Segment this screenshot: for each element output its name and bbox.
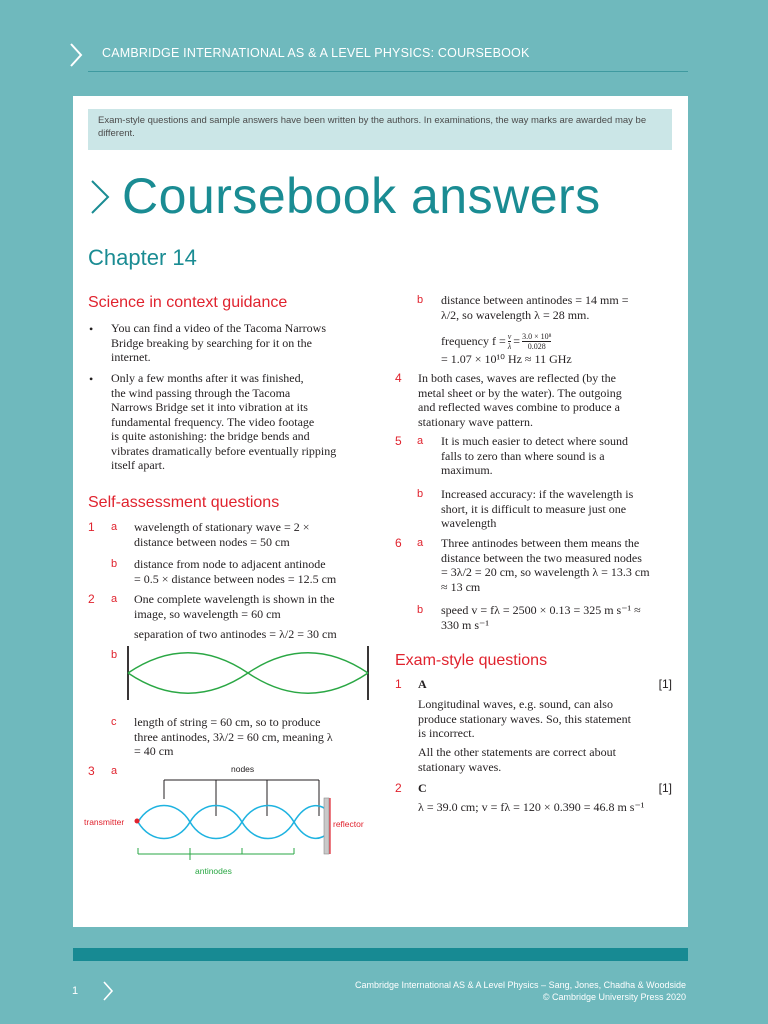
chapter-heading: Chapter 14 bbox=[88, 245, 197, 270]
part-letter: a bbox=[111, 765, 118, 777]
page-number: 1 bbox=[72, 985, 79, 997]
science-bullet-1: You can find a video of the Tacoma Narrows Bridge breaking by searching for it on the internet. bbox=[111, 321, 326, 364]
microwave-stationary-wave-diagram bbox=[123, 774, 338, 866]
question-number: 1 bbox=[395, 677, 402, 691]
mark-badge: [1] bbox=[658, 677, 672, 691]
reflector-plate bbox=[324, 798, 329, 854]
answer-2a-line2: separation of two antinodes = λ/2 = 30 cm bbox=[134, 627, 337, 641]
part-letter: a bbox=[111, 593, 118, 605]
exam-answer-2: C bbox=[418, 781, 427, 795]
question-number: 3 bbox=[88, 764, 95, 778]
frequency-result: = 1.07 × 10¹⁰ Hz ≈ 11 GHz bbox=[441, 352, 572, 366]
question-number: 5 bbox=[395, 434, 402, 448]
science-bullet-2: Only a few months after it was finished, the wind passing through the Tacoma Narrows Bridge set it into vibration at its fundamental frequency. The video footage is quite astonishing: the bridge bends and vibrates dramatically before eventually ripping itself apart. bbox=[111, 371, 337, 472]
answer-2c: length of string = 60 cm, so to produce three antinodes, 3λ/2 = 60 cm, meaning λ = 40 cm bbox=[134, 715, 333, 758]
question-number: 6 bbox=[395, 536, 402, 550]
part-letter: a bbox=[417, 435, 424, 447]
notice-box: Exam-style questions and sample answers have been written by the authors. In examinations, the way marks are awarded may be different. bbox=[88, 109, 672, 150]
answer-5b: Increased accuracy: if the wavelength is short, it is difficult to measure just one wavelength bbox=[441, 487, 634, 530]
page bbox=[73, 96, 688, 927]
part-letter: a bbox=[111, 521, 118, 533]
mark-badge: [1] bbox=[658, 781, 672, 795]
exam-style-heading: Exam-style questions bbox=[395, 652, 548, 669]
question-number: 4 bbox=[395, 371, 402, 385]
part-letter: a bbox=[417, 537, 424, 549]
question-number: 2 bbox=[88, 592, 95, 606]
footer-credits: Cambridge International AS & A Level Physics – Sang, Jones, Chadha & Woodside © Cambridge University Press 2020 bbox=[354, 980, 686, 1002]
wave-curve-2 bbox=[128, 653, 368, 694]
transmitter-label: transmitter bbox=[84, 817, 125, 827]
exam-1-explanation: Longitudinal waves, e.g. sound, can also produce stationary waves. So, this statement is incorrect. bbox=[418, 697, 631, 740]
part-letter: b bbox=[111, 558, 118, 570]
stationary-wave-diagram bbox=[123, 644, 373, 702]
answer-3b: distance between antinodes = 14 mm = λ/2, so wavelength λ = 28 mm. bbox=[441, 293, 629, 322]
header-title: CAMBRIDGE INTERNATIONAL AS & A LEVEL PHYSICS: COURSEBOOK bbox=[102, 46, 530, 60]
bullet-2: • bbox=[89, 372, 94, 386]
self-assessment-heading: Self-assessment questions bbox=[88, 494, 280, 511]
reflector-label: reflector bbox=[333, 819, 364, 829]
chevron-right-icon bbox=[101, 980, 115, 1002]
footer-bar bbox=[73, 948, 688, 961]
chevron-right-icon bbox=[89, 179, 111, 215]
frequency-equation: frequency f = $\frac{v}{\lambda}$ = $\frac{\text{3.0 × 10⁸}}{0.028}$ bbox=[441, 332, 552, 351]
answer-6b: speed v = fλ = 2500 × 0.13 = 325 m s⁻¹ ≈ 330 m s⁻¹ bbox=[441, 603, 641, 632]
exam-answer-1: A bbox=[418, 677, 427, 691]
chevron-right-icon bbox=[66, 42, 86, 68]
science-heading: Science in context guidance bbox=[88, 294, 288, 311]
part-letter: c bbox=[111, 716, 117, 728]
header-divider bbox=[88, 71, 688, 72]
part-letter: b bbox=[111, 649, 118, 661]
answer-2a: One complete wavelength is shown in the image, so wavelength = 60 cm bbox=[134, 592, 335, 621]
answer-1a: wavelength of stationary wave = 2 × distance between nodes = 50 cm bbox=[134, 520, 310, 549]
page-title: Coursebook answers bbox=[122, 168, 601, 224]
answer-1b: distance from node to adjacent antinode = 0.5 × distance between nodes = 12.5 cm bbox=[134, 557, 337, 586]
part-letter: b bbox=[417, 604, 424, 616]
question-number: 1 bbox=[88, 520, 95, 534]
nodes-label: nodes bbox=[231, 764, 255, 774]
part-letter: b bbox=[417, 294, 424, 306]
answer-4: In both cases, waves are reflected (by the metal sheet or by the water). The outgoing and reflected waves combine to produce a stationary wave pattern. bbox=[418, 371, 622, 429]
transmitter-dot bbox=[135, 819, 140, 824]
exam-1-note: All the other statements are correct about stationary waves. bbox=[418, 745, 616, 774]
bullet-1: • bbox=[89, 322, 94, 336]
antinodes-label: antinodes bbox=[195, 866, 232, 876]
answer-5a: It is much easier to detect where sound falls to zero than where sound is a maximum. bbox=[441, 434, 628, 477]
question-number: 2 bbox=[395, 781, 402, 795]
answer-6a: Three antinodes between them means the distance between the two measured nodes = 3λ/2 = 20 cm, so wavelength λ = 13.3 cm ≈ 13 cm bbox=[441, 536, 650, 594]
exam-2-working: λ = 39.0 cm; v = fλ = 120 × 0.390 = 46.8 m s⁻¹ bbox=[418, 800, 645, 814]
part-letter: b bbox=[417, 488, 424, 500]
